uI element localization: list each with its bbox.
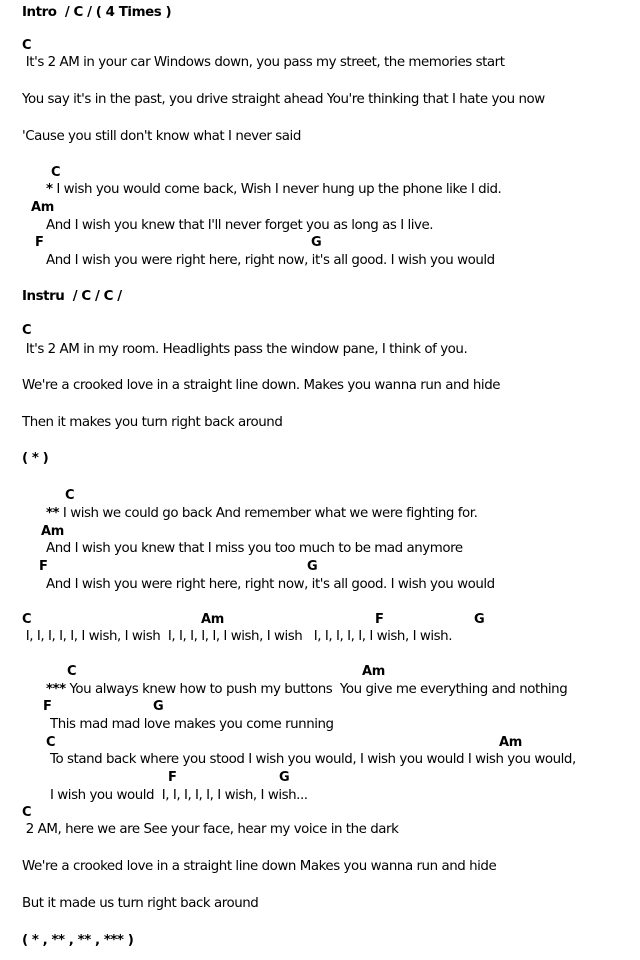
lyric-line: Then it makes you turn right back around — [22, 415, 283, 430]
chord-label: C — [65, 488, 75, 503]
chord-label: C — [22, 612, 32, 627]
repeat-marker: ( * ) — [22, 451, 49, 466]
chorus-marker: * — [46, 182, 53, 197]
intro-heading: Intro / C / ( 4 Times ) — [22, 5, 172, 20]
chord-label: G — [153, 699, 164, 714]
lyric-line: And I wish you were right here, right now, it's all good. I wish you would — [46, 577, 495, 592]
chord-label: F — [39, 559, 48, 574]
chord-label: G — [311, 235, 322, 250]
lyric-line: We're a crooked love in a straight line down Makes you wanna run and hide — [22, 859, 497, 874]
chorus-marker: ** — [46, 506, 60, 521]
chord-label: G — [279, 770, 290, 785]
lyric-line: I, I, I, I, I, I wish, I wish I, I, I, I, I, I wish, I wish I, I, I, I, I, I wish, I wish. — [22, 629, 453, 644]
lyric-line: And I wish you knew that I'll never forget you as long as I live. — [46, 218, 434, 233]
chord-label: Am — [499, 735, 523, 750]
lyric-line: 'Cause you still don't know what I never said — [22, 129, 301, 144]
chorus-marker: *** — [46, 682, 66, 697]
chord-label: C — [22, 323, 32, 338]
lyric-line: 2 AM, here we are See your face, hear my voice in the dark — [22, 822, 399, 837]
chord-label: Am — [31, 200, 55, 215]
lyric-line: And I wish you were right here, right now, it's all good. I wish you would — [46, 253, 495, 268]
lyric-line — [46, 682, 567, 698]
chord-label: C — [46, 735, 56, 750]
chord-label: Am — [201, 612, 225, 627]
lyric-line: It's 2 AM in my room. Headlights pass the window pane, I think of you. — [22, 342, 468, 357]
lyric-line: I wish you would I, I, I, I, I, I wish, I wish... — [50, 788, 308, 803]
chord-label: G — [307, 559, 318, 574]
lyric-text: You always knew how to push my buttons You give me everything and nothing — [65, 682, 568, 697]
chord-label: C — [67, 664, 77, 679]
chord-label: G — [474, 612, 485, 627]
lyric-line: You say it's in the past, you drive straight ahead You're thinking that I hate you now — [22, 92, 545, 107]
lyric-line: To stand back where you stood I wish you would, I wish you would I wish you would, — [50, 752, 576, 767]
chord-label: C — [22, 805, 32, 820]
lyric-line: This mad mad love makes you come running — [50, 717, 334, 732]
lyric-line: It's 2 AM in your car Windows down, you pass my street, the memories start — [22, 55, 505, 70]
chord-label: C — [51, 165, 61, 180]
chord-label: F — [375, 612, 384, 627]
lyric-text: I wish we could go back And remember what we were fighting for. — [59, 506, 478, 521]
chord-label: Am — [362, 664, 386, 679]
chord-label: Am — [41, 524, 65, 539]
chord-label: F — [168, 770, 177, 785]
lyric-line: We're a crooked love in a straight line down. Makes you wanna run and hide — [22, 378, 501, 393]
chord-label: F — [35, 235, 44, 250]
lyric-line: But it made us turn right back around — [22, 896, 259, 911]
instrumental-heading: Instru / C / C / — [22, 289, 122, 304]
lyric-line — [46, 506, 477, 522]
lyric-line — [46, 182, 501, 198]
repeat-marker: ( * , ** , ** , *** ) — [22, 933, 134, 948]
chord-label: C — [22, 38, 32, 53]
lyric-line: And I wish you knew that I miss you too much to be mad anymore — [46, 541, 463, 556]
lyric-text: I wish you would come back, Wish I never hung up the phone like I did. — [52, 182, 502, 197]
chord-label: F — [43, 699, 52, 714]
